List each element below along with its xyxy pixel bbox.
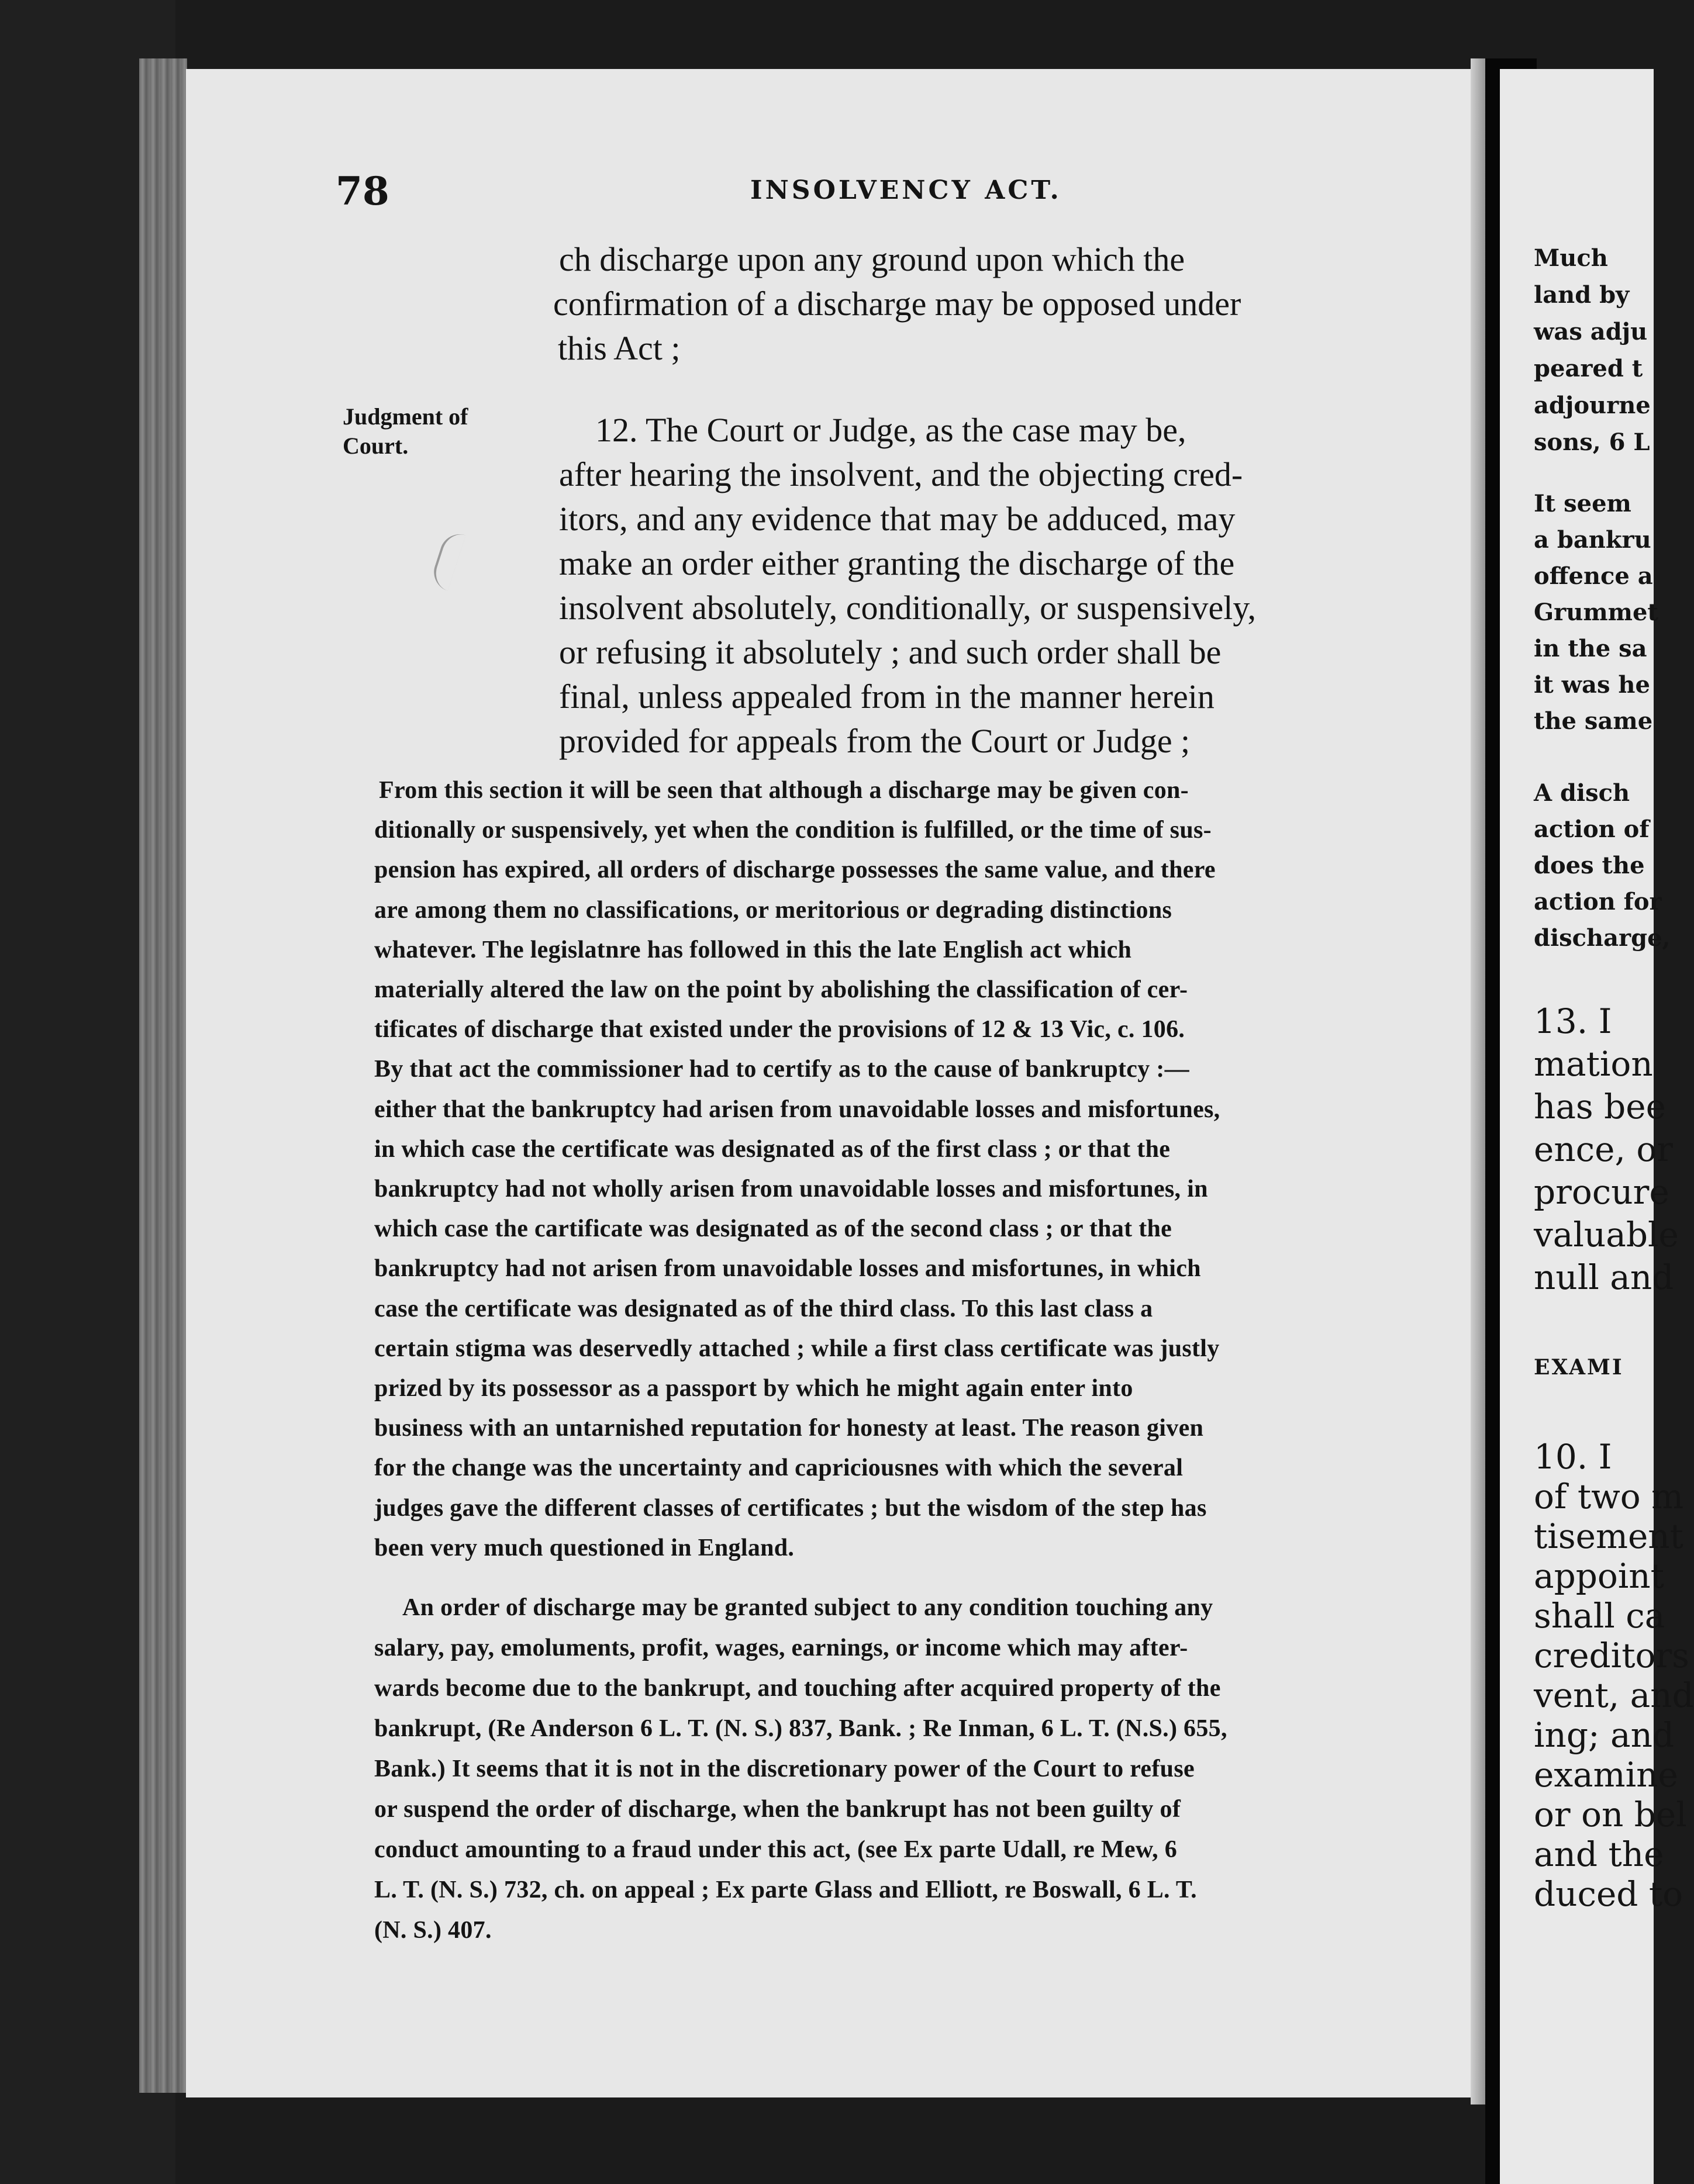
right-page-line: of two m — [1534, 1477, 1684, 1516]
text-line: bankruptcy had not wholly arisen from unavoidable losses and misfortunes, in — [374, 1176, 1208, 1202]
right-page-line: 13. I — [1534, 1001, 1612, 1041]
text-line: certain stigma was deservedly attached ; while a first class certificate was justly — [374, 1335, 1220, 1362]
right-page-line: adjourne — [1534, 392, 1651, 419]
pencil-mark — [429, 529, 465, 591]
right-page-line: land by — [1534, 281, 1630, 309]
text-line: Bank.) It seems that it is not in the discretionary power of the Court to refuse — [374, 1756, 1195, 1782]
text-line: or refusing it absolutely ; and such order shall be — [559, 633, 1222, 671]
text-line: business with an untarnished reputation for honesty at least. The reason given — [374, 1415, 1204, 1442]
right-page-line: 10. I — [1534, 1437, 1612, 1477]
right-page-line: ing; and — [1534, 1715, 1675, 1755]
page-header — [186, 168, 1485, 227]
gutter-shadow — [1471, 58, 1487, 2104]
right-page-line: offence a — [1534, 562, 1653, 590]
right-page-line: and the — [1534, 1834, 1664, 1874]
right-page-line: valuable — [1534, 1215, 1679, 1255]
text-line: whatever. The legislatnre has followed in this the late English act which — [374, 936, 1132, 963]
text-line: after hearing the insolvent, and the objecting cred- — [559, 455, 1243, 493]
text-line: are among them no classifications, or meritorious or degrading distinctions — [374, 896, 1172, 924]
text-line: tificates of discharge that existed under the provisions of 12 & 13 Vic, c. 106. — [374, 1016, 1185, 1043]
text-line: salary, pay, emoluments, profit, wages, earnings, or income which may after- — [374, 1634, 1188, 1661]
text-line: 12. The Court or Judge, as the case may be, — [595, 411, 1186, 449]
right-page-line: was adju — [1534, 318, 1648, 345]
right-page-line: action for — [1534, 888, 1662, 915]
text-line: wards become due to the bankrupt, and touching after acquired property of the — [374, 1675, 1221, 1702]
text-line: bankrupt, (Re Anderson 6 L. T. (N. S.) 837, Bank. ; Re Inman, 6 L. T. (N.S.) 655, — [374, 1715, 1227, 1742]
text-line: case the certificate was designated as of the third class. To this last class a — [374, 1295, 1153, 1322]
right-page-line: It seem — [1534, 490, 1631, 517]
text-line: either that the bankruptcy had arisen from unavoidable losses and misfortunes, — [374, 1096, 1220, 1123]
text-line: ch discharge upon any ground upon which the — [559, 240, 1185, 278]
right-page-line: discharge, — [1534, 924, 1671, 952]
margin-note-line: Court. — [343, 433, 409, 459]
page-number: 78 — [336, 168, 389, 214]
text-line: From this section it will be seen that although a discharge may be given con- — [379, 777, 1189, 804]
right-page-heading: EXAMI — [1534, 1355, 1624, 1380]
text-line: An order of discharge may be granted subject to any condition touching any — [402, 1594, 1213, 1621]
text-line: pension has expired, all orders of discharge possesses the same value, and there — [374, 856, 1216, 884]
right-page-line: appoint — [1534, 1556, 1664, 1596]
right-page-line: mation — [1534, 1044, 1653, 1084]
right-page-line: peared t — [1534, 355, 1643, 382]
right-page-fragment — [1500, 69, 1694, 2184]
right-page-line: tisement — [1534, 1516, 1683, 1556]
text-line: for the change was the uncertainty and capriciousnes with which the several — [374, 1454, 1184, 1482]
right-page-line: sons, 6 L — [1534, 428, 1650, 456]
text-line: judges gave the different classes of certificates ; but the wisdom of the step has — [374, 1494, 1207, 1522]
right-page-line: does the — [1534, 852, 1645, 879]
text-line: or suspend the order of discharge, when the bankrupt has not been guilty of — [374, 1796, 1181, 1823]
text-line: provided for appeals from the Court or Judge ; — [559, 722, 1191, 760]
right-page-line: A disch — [1534, 779, 1630, 807]
text-line: bankruptcy had not arisen from unavoidable losses and misfortunes, in which — [374, 1255, 1201, 1283]
text-line: conduct amounting to a fraud under this act, (see Ex parte Udall, re Mew, 6 — [374, 1836, 1178, 1863]
right-page-line: action of — [1534, 815, 1650, 843]
right-page-line: in the sa — [1534, 635, 1647, 662]
right-page-line: vent, and — [1534, 1675, 1694, 1715]
text-line: (N. S.) 407. — [374, 1917, 492, 1944]
running-head: INSOLVENCY ACT. — [750, 175, 1062, 205]
text-line: confirmation of a discharge may be opposed under — [553, 285, 1241, 323]
margin-note-line: Judgment of — [343, 403, 468, 430]
text-line: insolvent absolutely, conditionally, or suspensively, — [559, 589, 1257, 627]
right-page-line: examine — [1534, 1755, 1678, 1795]
text-line: By that act the commissioner had to certify as to the cause of bankruptcy :— — [374, 1056, 1189, 1083]
text-line: prized by its possessor as a passport by which he might again enter into — [374, 1375, 1133, 1402]
right-page-line: the same — [1534, 707, 1653, 735]
right-page-line: it was he — [1534, 671, 1650, 699]
text-line: in which case the certificate was designated as of the first class ; or that the — [374, 1135, 1171, 1163]
book-page-edges — [139, 58, 187, 2093]
right-page-line: procure — [1534, 1172, 1669, 1212]
right-page-line: a bankru — [1534, 526, 1651, 554]
text-line: ditionally or suspensively, yet when the condition is fulfilled, or the time of sus- — [374, 817, 1212, 844]
right-page-line: Grummet — [1534, 599, 1658, 626]
margin-note — [343, 402, 468, 461]
text-line: materially altered the law on the point by abolishing the classification of cer- — [374, 976, 1188, 1003]
right-page-line: duced to — [1534, 1874, 1683, 1914]
text-line: itors, and any evidence that may be adduced, may — [559, 500, 1236, 538]
right-page-line: ence, or — [1534, 1129, 1674, 1169]
text-line: been very much questioned in England. — [374, 1534, 795, 1561]
right-page-line: has bee — [1534, 1087, 1666, 1126]
left-page — [186, 69, 1485, 2097]
right-page-line: Much — [1534, 244, 1608, 272]
text-line: L. T. (N. S.) 732, ch. on appeal ; Ex parte Glass and Elliott, re Boswall, 6 L. T. — [374, 1877, 1197, 1903]
text-line: this Act ; — [558, 329, 681, 367]
text-line: make an order either granting the discharge of the — [559, 544, 1235, 582]
right-page-line: null and — [1534, 1257, 1674, 1297]
right-page-line: shall ca — [1534, 1596, 1665, 1636]
text-line: which case the cartificate was designated as of the second class ; or that the — [374, 1215, 1172, 1243]
right-page-line: creditors — [1534, 1636, 1689, 1675]
text-line: final, unless appealed from in the manner herein — [559, 678, 1215, 716]
right-page-line: or on bel — [1534, 1795, 1687, 1834]
